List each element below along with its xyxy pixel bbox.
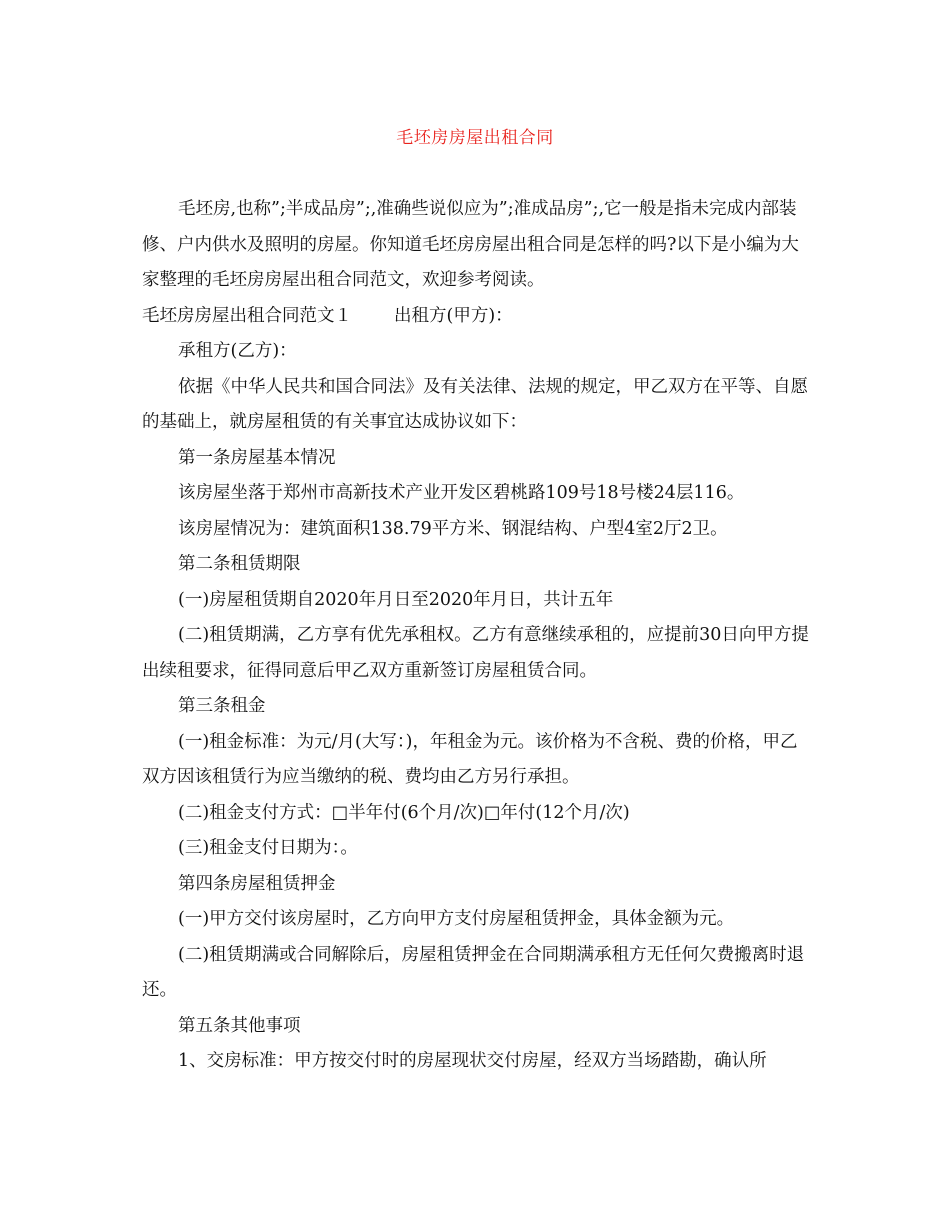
article-3-title: 第三条租金 bbox=[178, 696, 266, 716]
article-4-paragraph-2: (二)租赁期满或合同解除后，房屋租赁押金在合同期满承租方无任何欠费搬离时退还。 bbox=[142, 944, 805, 1000]
article-1-paragraph-2: 该房屋情况为：建筑面积138.79平方米、钢混结构、户型4室2厅2卫。 bbox=[178, 518, 728, 539]
sample-heading-line bbox=[142, 299, 814, 335]
document-title: 毛坯房房屋出租合同 bbox=[396, 128, 554, 148]
intro-paragraph: 毛坯房,也称”;半成品房”;,准确些说似应为”;准成品房”;,它一般是指未完成内部装修、户内供水及照明的房屋。你知道毛坯房房屋出租合同是怎样的吗?以下是小编为大家整理的毛坯房房屋出租合同范文，欢迎参考阅读。 bbox=[142, 199, 799, 290]
article-2-title: 第二条租赁期限 bbox=[178, 554, 301, 574]
basis-paragraph: 依据《中华人民共和国合同法》及有关法律、法规的规定，甲乙双方在平等、自愿的基础上，就房屋租赁的有关事宜达成协议如下： bbox=[142, 376, 808, 432]
article-2-paragraph-2: (二)租赁期满，乙方享有优先承租权。乙方有意继续承租的，应提前30日向甲方提出续租要求，征得同意后甲乙双方重新签订房屋租赁合同。 bbox=[142, 625, 809, 681]
article-3-paragraph-1: (一)租金标准：为元/月(大写：)，年租金为元。该价格为不含税、费的价格，甲乙双方因该租赁行为应当缴纳的税、费均由乙方另行承担。 bbox=[142, 731, 798, 787]
document-body bbox=[142, 192, 814, 1080]
article-3-paragraph-2: (二)租金支付方式：□半年付(6个月/次)□年付(12个月/次) bbox=[178, 802, 630, 823]
article-1-paragraph-1: 该房屋坐落于郑州市高新技术产业开发区碧桃路109号18号楼24层116。 bbox=[178, 483, 745, 503]
sample-heading: 毛坯房房屋出租合同范文１ bbox=[142, 305, 352, 326]
article-4-paragraph-1: (一)甲方交付该房屋时，乙方向甲方支付房屋租赁押金，具体金额为元。 bbox=[178, 909, 735, 929]
article-5-title: 第五条其他事项 bbox=[178, 1015, 301, 1036]
lessor-label: 出租方(甲方)： bbox=[394, 305, 513, 326]
article-4-title: 第四条房屋租赁押金 bbox=[178, 873, 336, 894]
lessee-label: 承租方(乙方)： bbox=[178, 341, 297, 361]
article-5-paragraph-1: 1、交房标准：甲方按交付时的房屋现状交付房屋，经双方当场踏勘，确认所 bbox=[178, 1051, 767, 1071]
article-1-title: 第一条房屋基本情况 bbox=[178, 447, 336, 468]
article-3-paragraph-3: (三)租金支付日期为：。 bbox=[178, 838, 358, 858]
article-2-paragraph-1: (一)房屋租赁期自2020年月日至2020年月日，共计五年 bbox=[178, 589, 614, 610]
